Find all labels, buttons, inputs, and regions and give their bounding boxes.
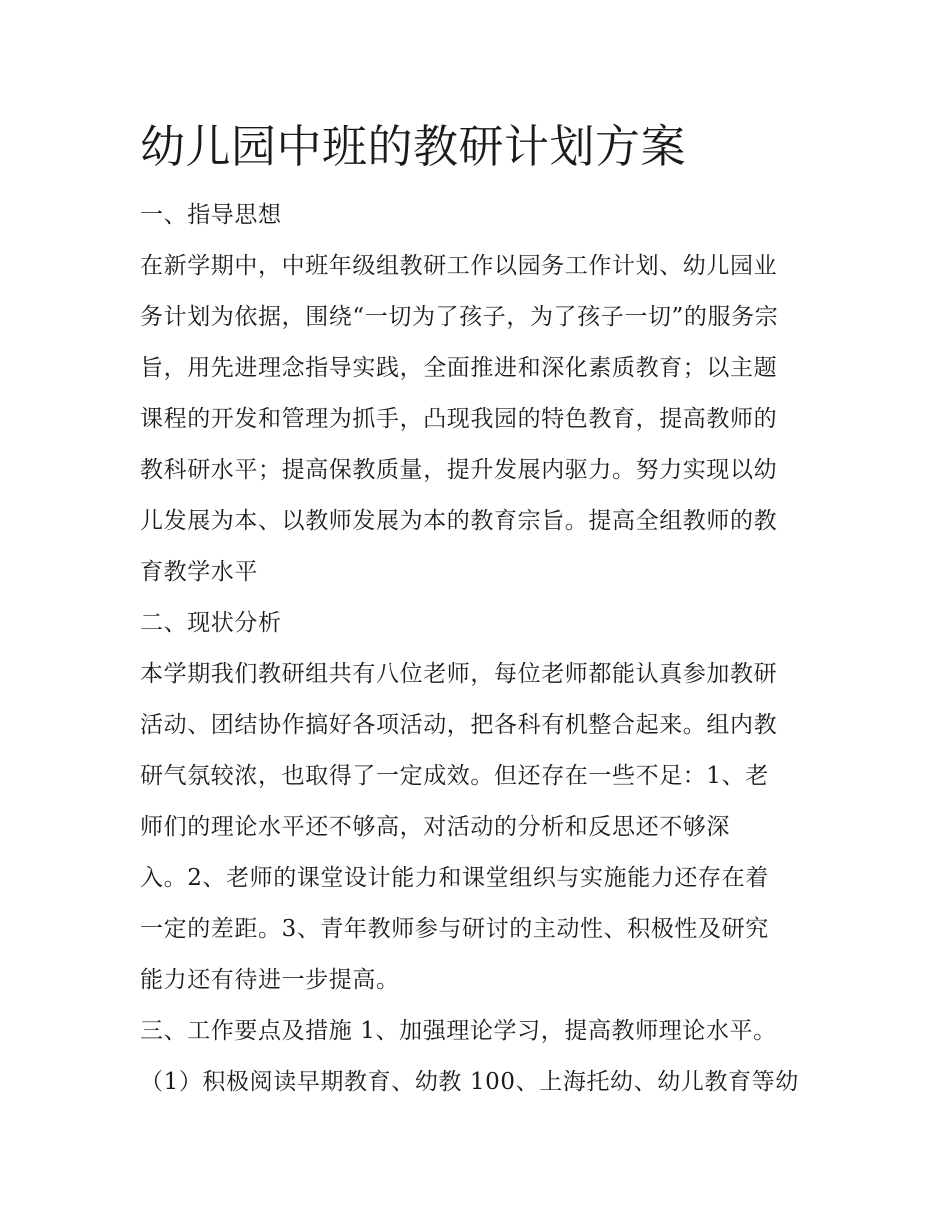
body-line: （1）积极阅读早期教育、幼教 100、上海托幼、幼儿教育等幼 (140, 1069, 799, 1095)
body-line: 一定的差距。3、青年教师参与研讨的主动性、积极性及研究 (140, 916, 769, 942)
body-line: 旨，用先进理念指导实践，全面推进和深化素质教育；以主题 (140, 355, 778, 381)
body-line: 入。2、老师的课堂设计能力和课堂组织与实施能力还存在着 (140, 865, 769, 891)
body-line: 活动、团结协作搞好各项活动，把各科有机整合起来。组内教 (140, 712, 778, 738)
body-line: 师们的理论水平还不够高，对活动的分析和反思还不够深 (140, 814, 730, 840)
body-line: 育教学水平 (140, 559, 258, 585)
body-line: 在新学期中，中班年级组教研工作以园务工作计划、幼儿园业 (140, 253, 778, 279)
body-line: 研气氛较浓，也取得了一定成效。但还存在一些不足：1、老 (140, 763, 769, 789)
body-line: 能力还有待进一步提高。 (140, 967, 400, 993)
body-line: 教科研水平；提高保教质量，提升发展内驱力。努力实现以幼 (140, 457, 778, 483)
body-line: 务计划为依据，围绕“一切为了孩子，为了孩子一切”的服务宗 (140, 304, 779, 330)
body-line: 本学期我们教研组共有八位老师，每位老师都能认真参加教研 (140, 661, 778, 687)
document-title: 幼儿园中班的教研计划方案 (140, 120, 687, 173)
document-page (140, 110, 820, 1108)
document-body (140, 190, 820, 1108)
section-heading-work-points: 三、工作要点及措施 1、加强理论学习，提高教师理论水平。 (140, 1018, 777, 1044)
body-line: 儿发展为本、以教师发展为本的教育宗旨。提高全组教师的教 (140, 508, 778, 534)
body-line: 课程的开发和管理为抓手，凸现我园的特色教育，提高教师的 (140, 406, 778, 432)
section-heading-guiding-ideology: 一、指导思想 (140, 202, 282, 228)
section-heading-status-analysis: 二、现状分析 (140, 610, 282, 636)
